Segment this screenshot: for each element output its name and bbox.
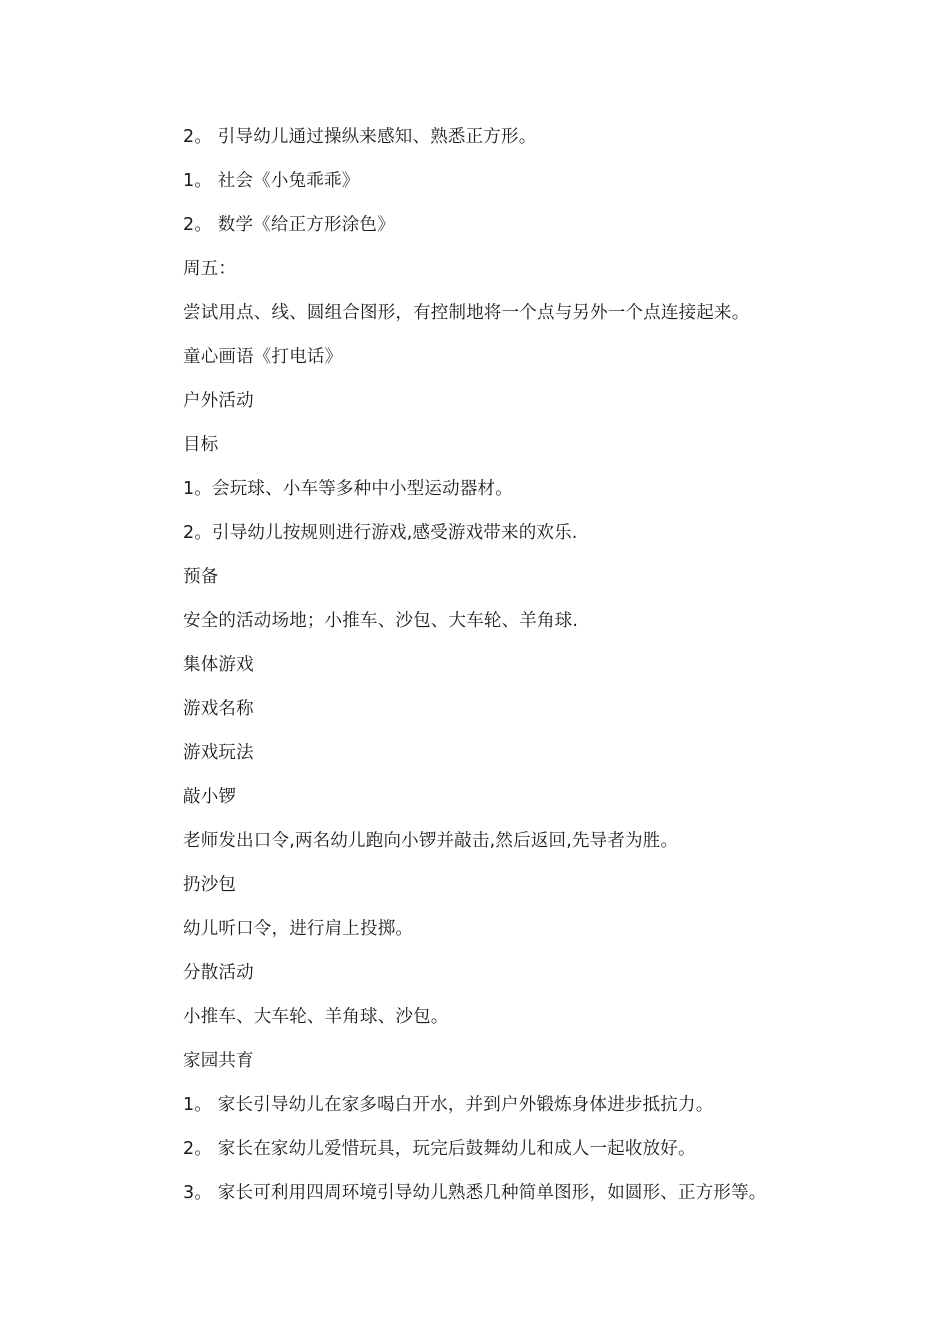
section-heading: 集体游戏: [183, 655, 254, 675]
section-heading: 家园共育: [183, 1051, 254, 1071]
text-line: 周五：: [183, 259, 237, 279]
text-line: 3。 家长可利用四周环境引导幼儿熟悉几种简单图形，如圆形、正方形等。: [183, 1183, 767, 1203]
text-line: 老师发出口令,两名幼儿跑向小锣并敲击,然后返回,先导者为胜。: [183, 831, 679, 851]
text-line: 小推车、大车轮、羊角球、沙包。: [183, 1007, 449, 1027]
text-line: 游戏名称: [183, 699, 254, 719]
text-line: 2。引导幼儿按规则进行游戏,感受游戏带来的欢乐.: [183, 523, 578, 543]
text-line: 1。会玩球、小车等多种中小型运动器材。: [183, 479, 513, 499]
text-line: 2。 数学《给正方形涂色》: [183, 215, 395, 235]
text-line: 童心画语《打电话》: [183, 347, 343, 367]
text-line: 2。 引导幼儿通过操纵来感知、熟悉正方形。: [183, 127, 537, 147]
document-body: [183, 122, 883, 1222]
section-heading: 分散活动: [183, 963, 254, 983]
text-line: 安全的活动场地；小推车、沙包、大车轮、羊角球.: [183, 611, 579, 631]
section-heading: 预备: [183, 567, 219, 587]
text-line: 幼儿听口令，进行肩上投掷。: [183, 919, 414, 939]
text-line: 2。 家长在家幼儿爱惜玩具，玩完后鼓舞幼儿和成人一起收放好。: [183, 1139, 696, 1159]
text-line: 游戏玩法: [183, 743, 254, 763]
text-line: 1。 社会《小兔乖乖》: [183, 171, 360, 191]
section-heading: 户外活动: [183, 391, 254, 411]
text-line: 1。 家长引导幼儿在家多喝白开水，并到户外锻炼身体进步抵抗力。: [183, 1095, 714, 1115]
text-line: 尝试用点、线、圆组合图形，有控制地将一个点与另外一个点连接起来。: [183, 303, 750, 323]
section-heading: 目标: [183, 435, 219, 455]
text-line: 敲小锣: [183, 787, 237, 807]
text-line: 扔沙包: [183, 875, 237, 895]
